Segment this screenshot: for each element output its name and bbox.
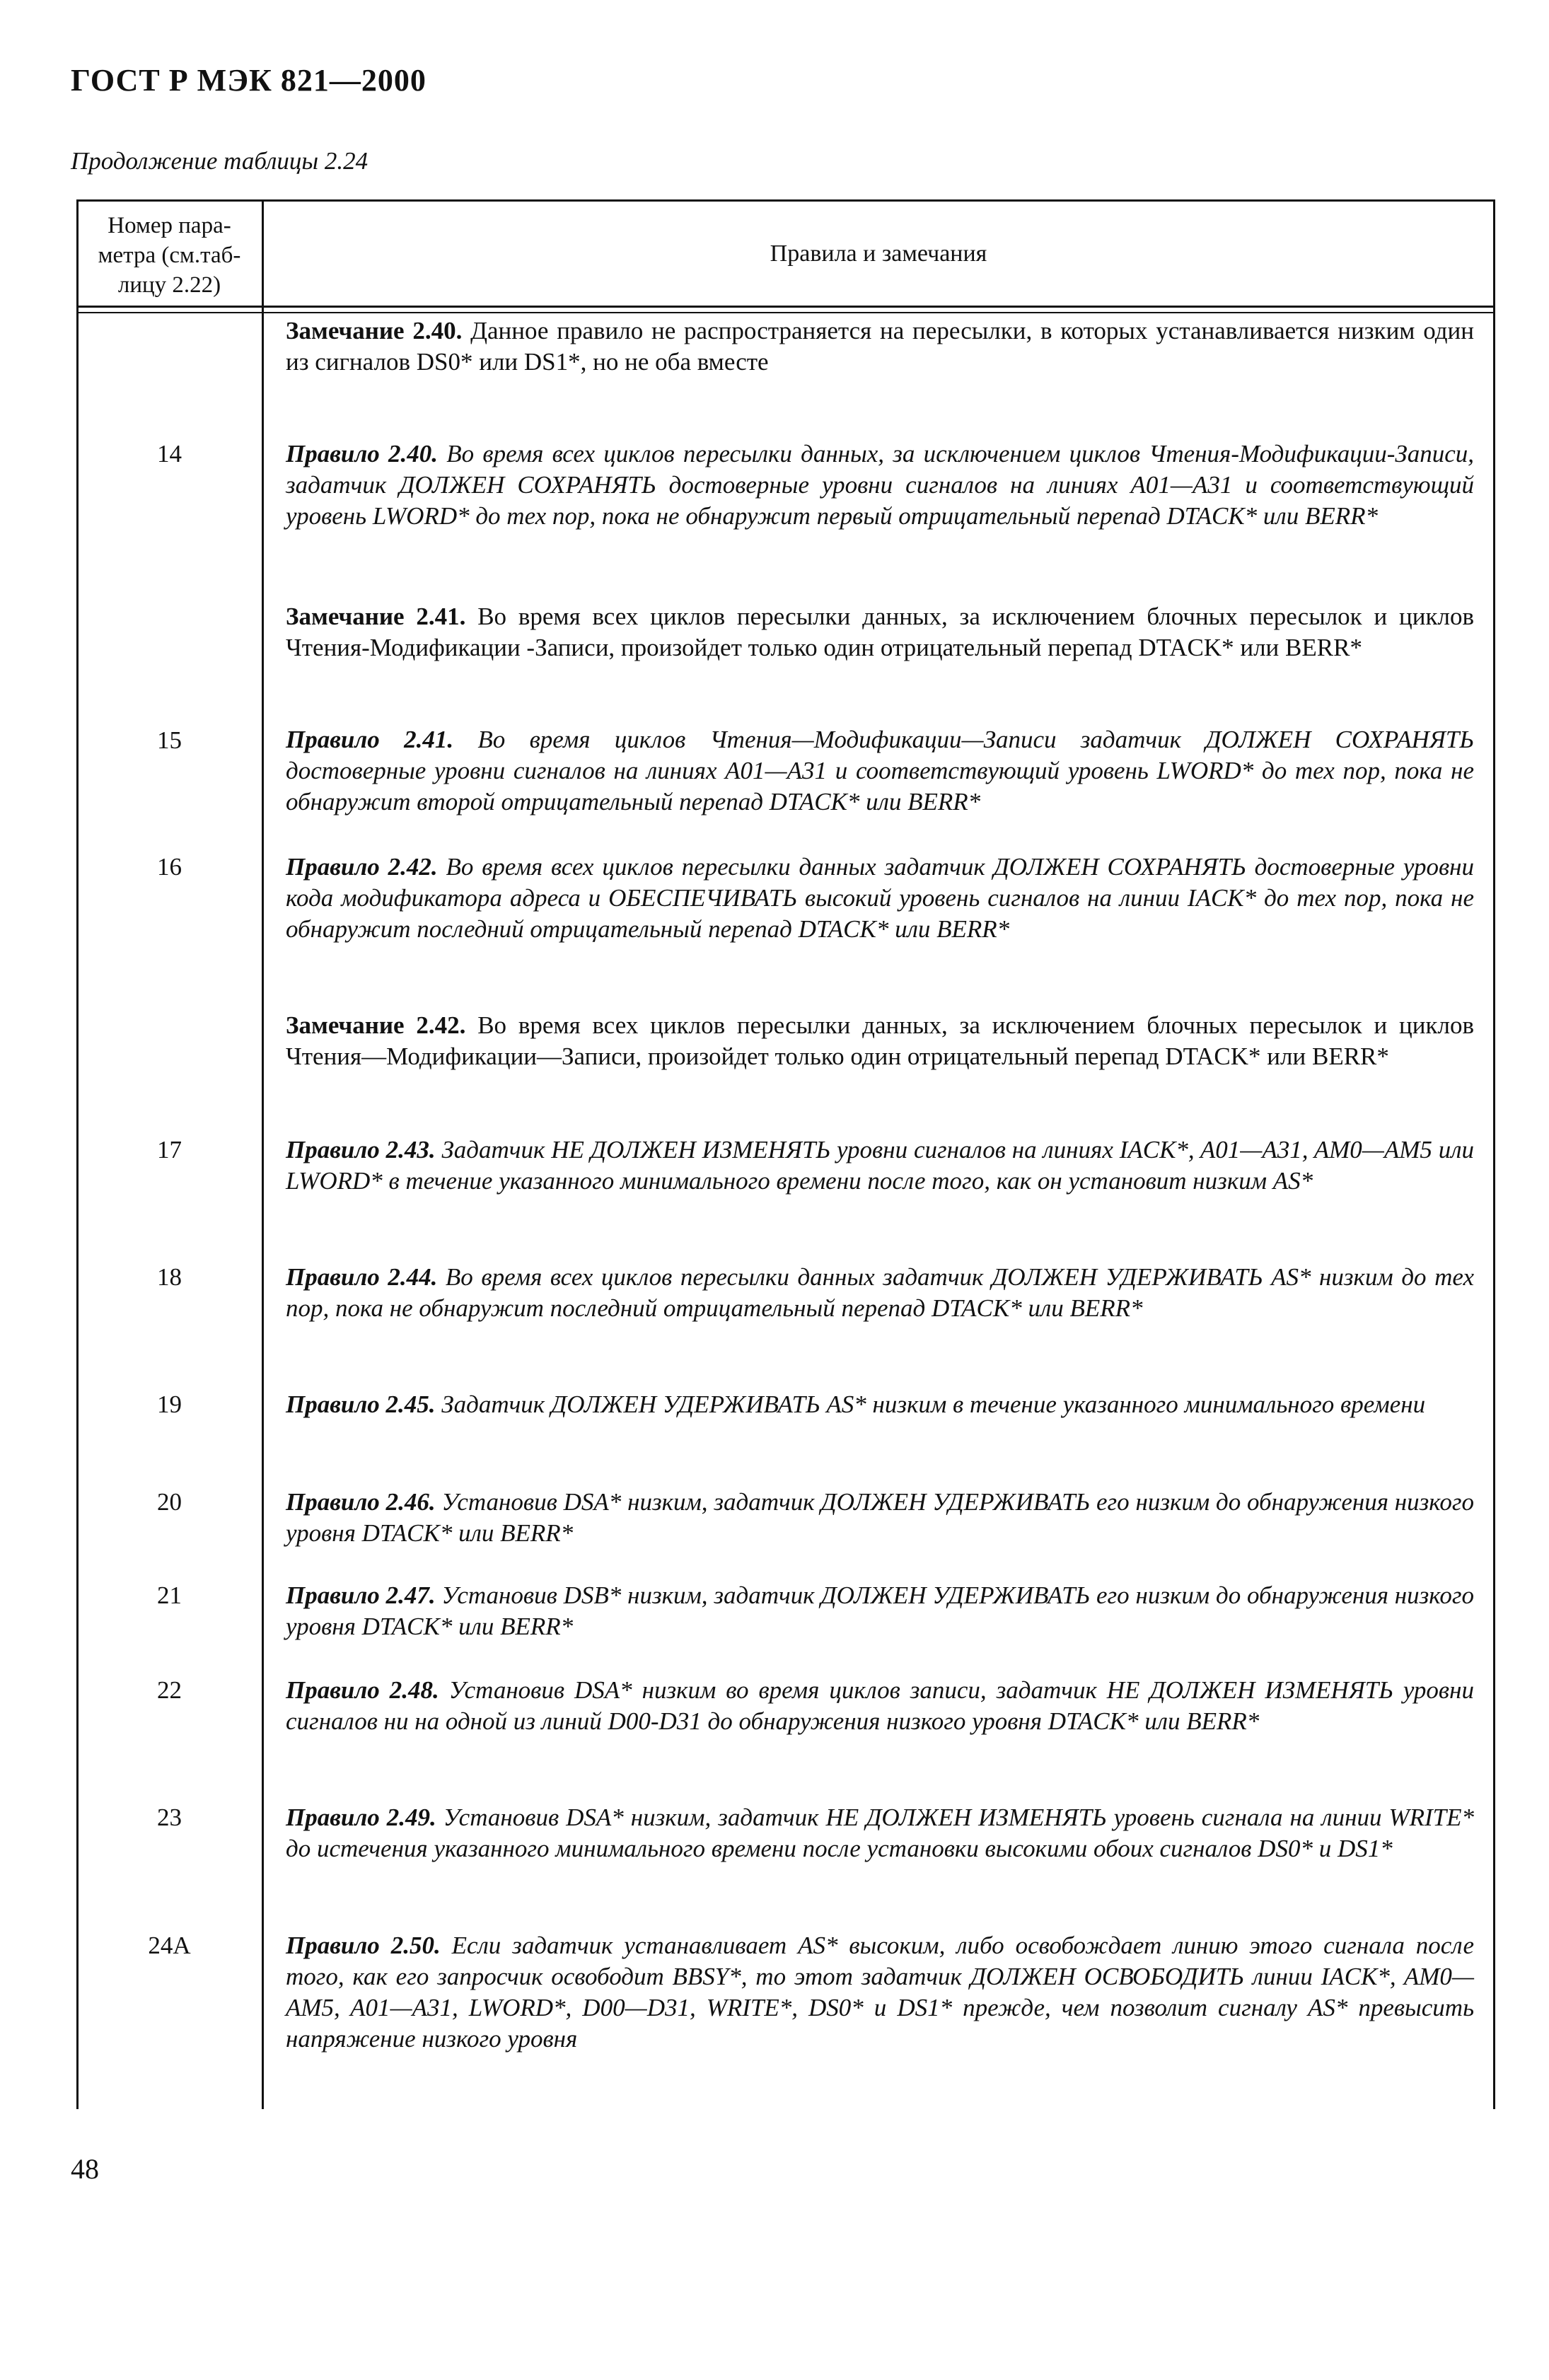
table-row-rule <box>286 1802 1474 1864</box>
table-row-rule <box>286 1487 1474 1549</box>
rule-text: Во время всех циклов пересылки данных задатчик ДОЛЖЕН УДЕРЖИВАТЬ AS* низким до тех пор, пока не обнаружит последний отрицательный перепад DTACK* или BERR* <box>286 1263 1474 1322</box>
param-number: 20 <box>157 1488 182 1516</box>
table-row-rule <box>286 1389 1474 1420</box>
column-header-line: лицу 2.22) <box>117 272 221 298</box>
param-number: 21 <box>157 1581 182 1609</box>
rule-label: Правило 2.44. <box>286 1263 438 1291</box>
rule-text: Установив DSB* низким, задатчик ДОЛЖЕН УДЕРЖИВАТЬ его низким до обнаружения низкого уровня DTACK* или BERR* <box>286 1581 1475 1640</box>
column-header-rules: Правила и замечания <box>770 240 987 267</box>
param-number: 14 <box>157 440 182 468</box>
param-number: 24A <box>148 1932 191 1959</box>
header-divider-double <box>76 312 1495 313</box>
column-header-param-number <box>79 211 260 300</box>
rule-text: Во время циклов Чтения—Модификации—Записи задатчик ДОЛЖЕН СОХРАНЯТЬ достоверные уровни сигналов на линиях A01—A31 и соответствующий уровень LWORD* до тех пор, пока не обнаружит второй отрицательный перепад DTACK* или BERR* <box>286 726 1474 815</box>
rule-text: Задатчик НЕ ДОЛЖЕН ИЗМЕНЯТЬ уровни сигналов на линиях IACK*, A01—A31, AM0—AM5 или LWORD* в течение указанного минимального времени после того, как он установит низким AS* <box>286 1136 1474 1195</box>
document-title: ГОСТ Р МЭК 821—2000 <box>71 63 427 98</box>
note-label: Замечание 2.40. <box>286 317 463 344</box>
table-row-rule <box>286 1134 1474 1197</box>
rule-text: Установив DSA* низким, задатчик ДОЛЖЕН УДЕРЖИВАТЬ его низким до обнаружения низкого уровня DTACK* или BERR* <box>286 1488 1475 1547</box>
rule-text: Установив DSA* низким, задатчик НЕ ДОЛЖЕН ИЗМЕНЯТЬ уровень сигнала на линии WRITE* до истечения указанного минимального времени после установки высокими обоих сигналов DS0* и DS1* <box>286 1804 1474 1862</box>
rule-label: Правило 2.48. <box>286 1676 439 1704</box>
rule-label: Правило 2.42. <box>286 853 438 881</box>
column-divider <box>262 199 264 2109</box>
rule-label: Правило 2.45. <box>286 1391 436 1418</box>
param-number: 15 <box>157 726 182 754</box>
note-label: Замечание 2.42. <box>286 1011 466 1039</box>
table-row-note <box>286 601 1474 663</box>
param-number: 18 <box>157 1263 182 1291</box>
table-row-rule <box>286 1930 1474 2055</box>
table-row-note <box>286 315 1474 378</box>
param-number: 17 <box>157 1136 182 1163</box>
rule-label: Правило 2.49. <box>286 1804 436 1831</box>
param-number: 22 <box>157 1676 182 1704</box>
table-row-rule <box>286 724 1474 818</box>
table-row-note <box>286 1010 1474 1072</box>
column-header-line: Номер пара- <box>108 213 231 238</box>
note-text: Во время всех циклов пересылки данных, за исключением блочных пересылок и циклов Чтения-Модификации -Записи, произойдет только один отрицательный перепад DTACK* или BERR* <box>286 603 1474 661</box>
table-row-rule <box>286 1262 1474 1324</box>
table-caption: Продолжение таблицы 2.24 <box>71 147 369 175</box>
param-number: 19 <box>157 1391 182 1418</box>
table-row-rule <box>286 852 1474 945</box>
column-header-line: метра (см.таб- <box>98 243 241 268</box>
rule-label: Правило 2.43. <box>286 1136 436 1163</box>
rule-label: Правило 2.47. <box>286 1581 436 1609</box>
table-row-rule <box>286 1580 1474 1642</box>
table-row-rule <box>286 439 1474 532</box>
rule-label: Правило 2.41. <box>286 726 454 753</box>
table-row-rule <box>286 1675 1474 1737</box>
page-number: 48 <box>71 2153 99 2185</box>
rule-text: Во время всех циклов пересылки данных, за исключением циклов Чтения-Модификации-Записи, задатчик ДОЛЖЕН СОХРАНЯТЬ достоверные уровни сигналов на линиях A01—A31 и соответствующий уровень LWORD* до тех пор, пока не обнаружит первый отрицательный перепад DTACK* или BERR* <box>286 440 1474 530</box>
rule-text: Установив DSA* низким во время циклов записи, задатчик НЕ ДОЛЖЕН ИЗМЕНЯТЬ уровни сигналов ни на одной из линий D00-D31 до обнаружения низкого уровня DTACK* или BERR* <box>286 1676 1474 1735</box>
note-text: Данное правило не распространяется на пересылки, в которых устанавливается низким один из сигналов DS0* или DS1*, но не оба вместе <box>286 317 1474 376</box>
rule-text: Если задатчик устанавливает AS* высоким, либо освобождает линию этого сигнала после того, как его запросчик освободит BBSY*, то этот задатчик ДОЛЖЕН ОСВОБОДИТЬ линии IACK*, AM0—AM5, A01—A31, LWORD*, D00—D31, WRITE*, DS0* и DS1* прежде, чем позволит сигналу AS* превысить напряжение низкого уровня <box>286 1932 1475 2053</box>
rule-label: Правило 2.46. <box>286 1488 436 1516</box>
param-number: 16 <box>157 853 182 881</box>
rule-label: Правило 2.50. <box>286 1932 441 1959</box>
rule-text: Задатчик ДОЛЖЕН УДЕРЖИВАТЬ AS* низким в течение указанного минимального времени <box>435 1391 1426 1418</box>
note-label: Замечание 2.41. <box>286 603 466 630</box>
rule-label: Правило 2.40. <box>286 440 439 468</box>
rule-text: Во время всех циклов пересылки данных задатчик ДОЛЖЕН СОХРАНЯТЬ достоверные уровни кода модификатора адреса и ОБЕСПЕЧИВАТЬ высокий уровень сигналов на линии IACK* до тех пор, пока не обнаружит последний отрицательный перепад DTACK* или BERR* <box>286 853 1474 943</box>
header-divider <box>76 306 1495 308</box>
note-text: Во время всех циклов пересылки данных, за исключением блочных пересылок и циклов Чтения—Модификации—Записи, произойдет только один отрицательный перепад DTACK* или BERR* <box>286 1011 1474 1070</box>
param-number: 23 <box>157 1804 182 1831</box>
